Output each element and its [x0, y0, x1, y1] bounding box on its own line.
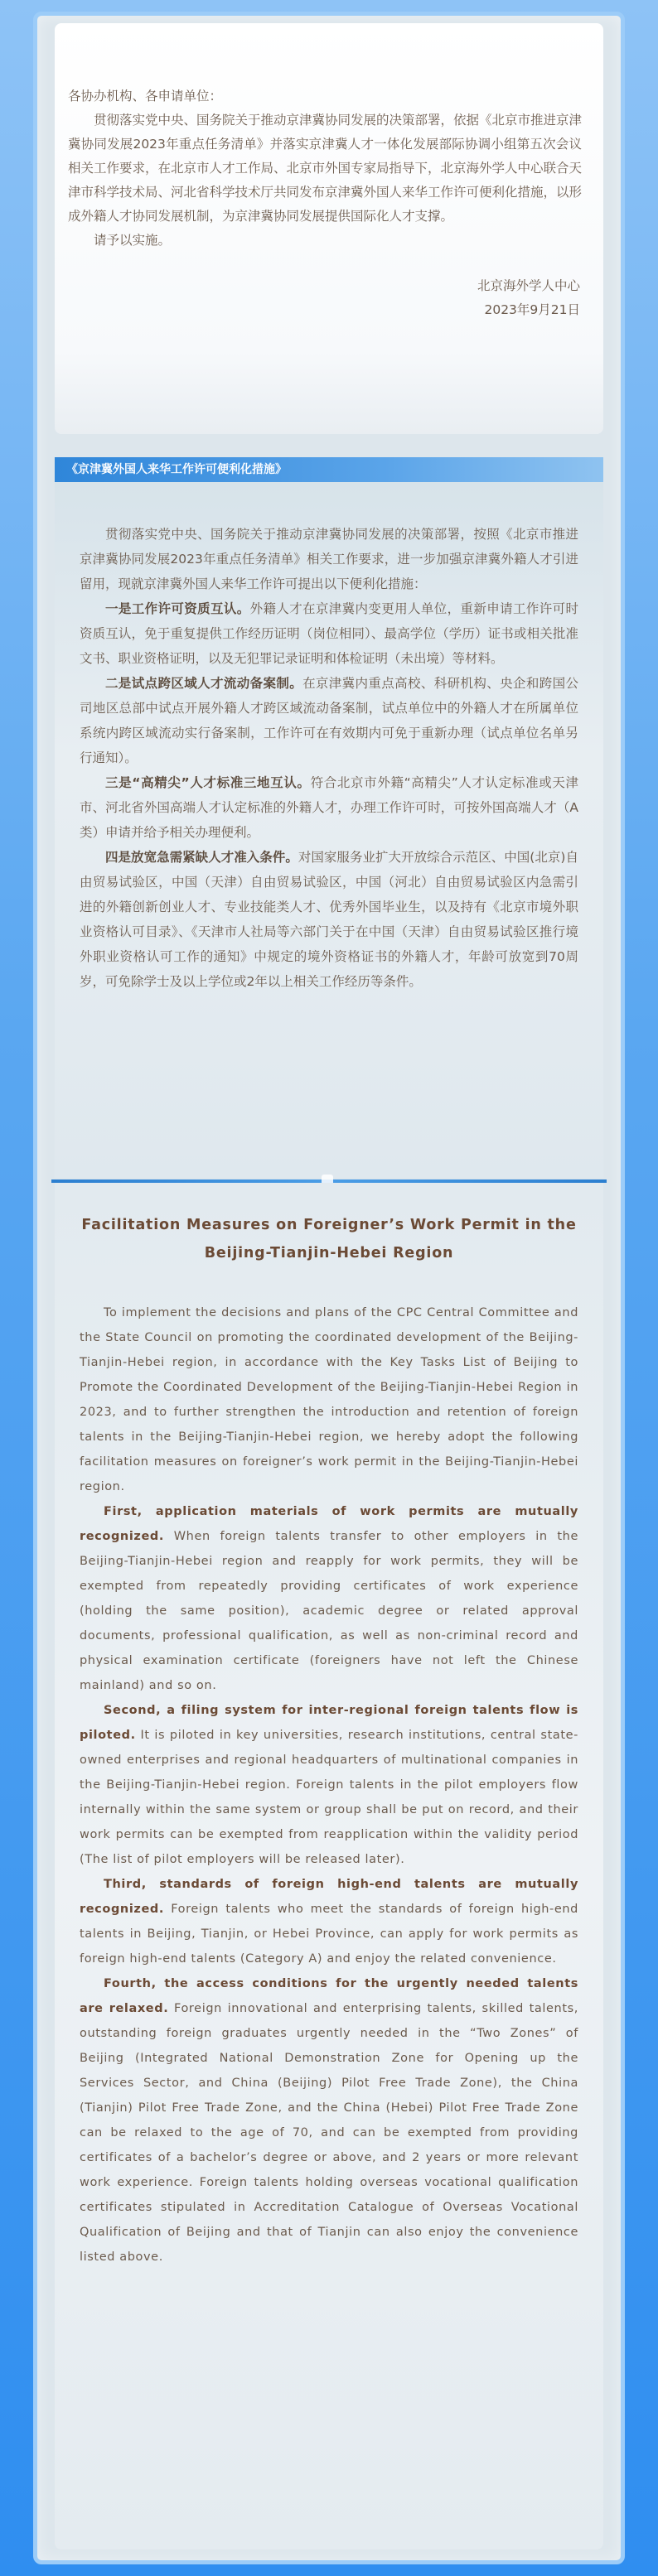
cn-item-heading: 三是“高精尖”人才标准三地互认。 [105, 775, 311, 790]
en-item-heading: Second, a filing system for inter-regional foreign talents flow is piloted. [80, 1704, 578, 1742]
en-item [80, 1971, 578, 2270]
cn-item-heading: 四是放宽急需紧缺人才准入条件。 [105, 850, 298, 865]
cn-item [80, 596, 578, 671]
cn-item [80, 671, 578, 770]
notice-signer: 北京海外学人中心 [477, 278, 580, 293]
measures-banner [55, 457, 603, 482]
en-item-heading: First, application materials of work permits are mutually recognized. [80, 1505, 578, 1543]
cn-item-heading: 一是工作许可资质互认。 [105, 601, 250, 616]
en-item [80, 1499, 578, 1698]
cn-item-text: 外籍人才在京津冀内变更用人单位，重新申请工作许可时资质互认，免于重复提供工作经历证明（岗位相同）、最高学位（学历）证书或相关批准文书、职业资格证明，以及无犯罪记录证明和体检证明（未出境）等材料。 [80, 601, 578, 666]
cn-item [80, 845, 578, 994]
cn-item-text: 对国家服务业扩大开放综合示范区、中国(北京)自由贸易试验区，中国（天津）自由贸易试验区，中国（河北）自由贸易试验区内急需引进的外籍创新创业人才、专业技能类人才、优秀外国毕业生，以及持有《北京市境外职业资格认可目录》、《天津市人社局等六部门关于在中国（天津）自由贸易试验区推行境外职业资格认可工作的通知》中规定的境外资格证书的外籍人才，年龄可放宽到70周岁，可免除学士及以上学位或2年以上相关工作经历等条件。 [80, 850, 578, 989]
cn-item-heading: 二是试点跨区域人才流动备案制。 [105, 676, 303, 691]
en-title: Facilitation Measures on Foreigner’s Work Permit in the Beijing-Tianjin-Hebei Region [81, 1217, 577, 1261]
notice-card [55, 23, 603, 434]
en-item-heading: Fourth, the access conditions for the urgently needed talents are relaxed. [80, 1977, 578, 2015]
en-item-text: It is piloted in key universities, research institutions, central state-owned enterprises and regional headquarters of multinational companies in the Beijing-Tianjin-Hebei region. Foreign talents in the pilot employers flow internally within the same system or group shall be put on record, and their work permits can be exempted from reapplication within the validity period (The list of pilot employers will be released later). [80, 1729, 578, 1866]
cn-intro: 贯彻落实党中央、国务院关于推动京津冀协同发展的决策部署，按照《北京市推进京津冀协同发展2023年重点任务清单》相关工作要求，进一步加强京津冀外籍人才引进留用，现就京津冀外国人来华工作许可提出以下便利化措施： [80, 527, 578, 591]
notice-request: 请予以实施。 [94, 233, 172, 248]
cn-item-text: 符合北京市外籍“高精尖”人才认定标准或天津市、河北省外国高端人才认定标准的外籍人才，办理工作许可时，可按外国高端人才（A类）申请并给予相关办理便利。 [80, 775, 578, 840]
notice-salutation: 各协办机构、各申请单位： [68, 89, 223, 104]
en-item [80, 1698, 578, 1872]
chinese-measures-section [55, 482, 603, 1178]
notice-date: 2023年9月21日 [484, 302, 580, 317]
banner-title: 《京津冀外国人来华工作许可便利化措施》 [66, 463, 287, 476]
en-item-text: Foreign innovational and enterprising talents, skilled talents, outstanding foreign graduates urgently needed in the “Two Zones” of Beijing (Integrated National Demonstration Zone for Opening up the Services Sector, and China (Beijing) Pilot Free Trade Zone), the China (Tianjin) Pilot Free Trade Zone, and the China (Hebei) Pilot Free Trade Zone can be relaxed to the age of 70, and can be exempted from providing certificates of a bachelor’s degree or above, and 2 years or more relevant work experience. Foreign talents holding overseas vocational qualification certificates stipulated in Accreditation Catalogue of Overseas Vocational Qualification of Beijing and that of Tianjin can also enjoy the convenience listed above. [80, 2002, 578, 2264]
en-item-text: Foreign talents who meet the standards of foreign high-end talents in Beijing, Tianjin, or Hebei Province, can apply for work permits as foreign high-end talents (Category A) and enjoy the related convenience. [80, 1903, 578, 1966]
en-item [80, 1872, 578, 1971]
en-item-text: When foreign talents transfer to other employers in the Beijing-Tianjin-Hebei region and reapply for work permits, they will be exempted from repeatedly providing certificates of work experience (holding the same position), academic degree or related approval documents, professional qualification, as well as non-criminal record and physical examination certificate (foreigners have not left the Chinese mainland) and so on. [80, 1530, 578, 1692]
cn-item-text: 在京津冀内重点高校、科研机构、央企和跨国公司地区总部中试点开展外籍人才跨区域流动备案制，试点单位中的外籍人才在所属单位系统内跨区域流动实行备案制，工作许可在有效期内可免于重新办理（试点单位名单另行通知）。 [80, 676, 578, 765]
notice-body: 贯彻落实党中央、国务院关于推动京津冀协同发展的决策部署，依据《北京市推进京津冀协同发展2023年重点任务清单》并落实京津冀人才一体化发展部际协调小组第五次会议相关工作要求，在北京市人才工作局、北京市外国专家局指导下，北京海外学人中心联合天津市科学技术局、河北省科学技术厅共同发布京津冀外国人来华工作许可便利化措施，以形成外籍人才协同发展机制，为京津冀协同发展提供国际化人才支撑。 [68, 113, 583, 224]
cn-item [80, 770, 578, 845]
en-intro: To implement the decisions and plans of the CPC Central Committee and the State Council on promoting the coordinated development of the Beijing-Tianjin-Hebei region, in accordance with the Key Tasks List of Beijing to Promote the Coordinated Development of the Beijing-Tianjin-Hebei Region in 2023, and to further strengthen the introduction and retention of foreign talents in the Beijing-Tianjin-Hebei region, we hereby adopt the following facilitation measures on foreigner’s work permit in the Beijing-Tianjin-Hebei region. [80, 1306, 578, 1493]
en-item-heading: Third, standards of foreign high-end talents are mutually recognized. [80, 1878, 578, 1916]
english-measures-section [55, 1183, 603, 2549]
